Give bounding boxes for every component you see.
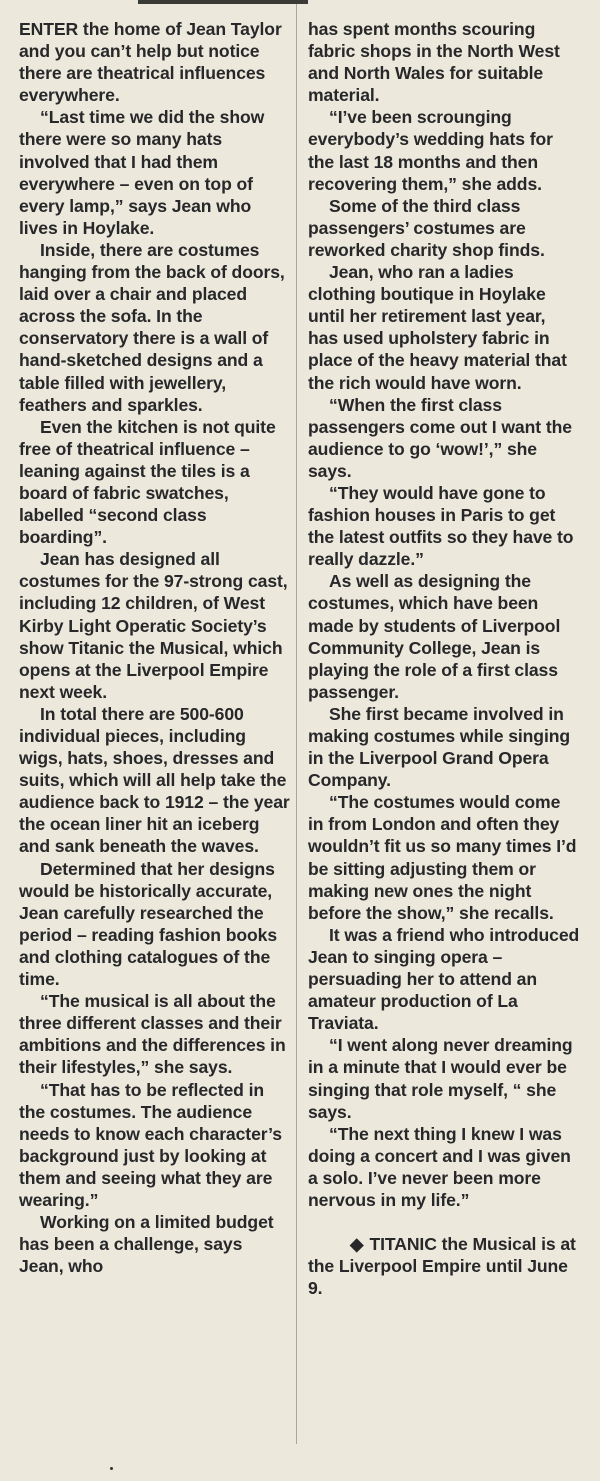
column-divider — [296, 4, 297, 1444]
paragraph: Determined that her designs would be historically accurate, Jean carefully researched the period – reading fashion books and clothing catalogues of the time. — [19, 858, 278, 990]
paragraph: Some of the third class passengers’ costumes are reworked charity shop finds. — [308, 195, 545, 260]
paragraph: As well as designing the costumes, which have been made by students of Liverpool Community College, Jean is playing the role of a first class passenger. — [308, 571, 561, 702]
diamond-bullet-icon: ◆ — [350, 1234, 364, 1255]
paragraph: “They would have gone to fashion houses in Paris to get the latest outfits so they have to really dazzle.” — [308, 482, 574, 570]
footnote — [308, 1233, 580, 1299]
top-rule — [138, 0, 308, 4]
paragraph: “The costumes would come in from London and often they wouldn’t fit us so many times I’d be sitting adjusting them or making new ones the night before the show,” she recalls. — [308, 792, 577, 923]
footnote-lead: TITANIC — [369, 1234, 437, 1255]
paragraph: Inside, there are costumes hanging from the back of doors, laid over a chair and placed across the sofa. In the conservatory there is a wall of hand-sketched designs and a table filled with jewellery, feathers and sparkles. — [19, 239, 285, 415]
paragraph: “The musical is all about the three different classes and their ambitions and the differences in their lifestyles,” she says. — [19, 991, 286, 1078]
paragraph: “The next thing I knew I was doing a concert and I was given a solo. I’ve never been more nervous in my life.” — [308, 1123, 571, 1210]
paragraph: It was a friend who introduced Jean to singing opera – persuading her to attend an amateur production of La Traviata. — [308, 924, 580, 1034]
paragraph: “That has to be reflected in the costumes. The audience needs to know each character’s background just by looking at them and seeing what they are wearing.” — [19, 1079, 282, 1210]
paragraph: Even the kitchen is not quite free of theatrical influence – leaning against the tiles is a board of fabric swatches, labelled “second class boarding”. — [19, 416, 276, 548]
paragraph: Jean, who ran a ladies clothing boutique in Hoylake until her retirement last year, has used upholstery fabric in place of the heavy material that the rich would have worn. — [308, 262, 567, 393]
paragraph: Working on a limited budget has been a challenge, says Jean, who — [19, 1212, 274, 1277]
article-column-2 — [308, 18, 580, 1299]
drop-lead-word: ENTER — [19, 19, 79, 39]
footnote-text: the Musical is at the Liverpool Empire until June 9. — [308, 1234, 576, 1299]
print-speck — [110, 1467, 113, 1470]
article-column-1 — [19, 18, 291, 1277]
paragraph: has spent months scouring fabric shops in the North West and North Wales for suitable material. — [308, 19, 560, 106]
paragraph: ENTER the home of Jean Taylor and you can’t help but notice there are theatrical influences everywhere. — [19, 19, 282, 106]
paragraph: Jean has designed all costumes for the 97-strong cast, including 12 children, of West Kirby Light Operatic Society’s show Titanic the Musical, which opens at the Liverpool Empire next week. — [19, 549, 288, 702]
paragraph: “When the first class passengers come out I want the audience to go ‘wow!’,” she says. — [308, 394, 572, 481]
paragraph: She first became involved in making costumes while singing in the Liverpool Grand Opera Company. — [308, 703, 571, 791]
paragraph: “Last time we did the show there were so many hats involved that I had them everywhere – even on top of every lamp,” says Jean who lives in Hoylake. — [19, 107, 265, 238]
paragraph: “I’ve been scrounging everybody’s wedding hats for the last 18 months and then recovering them,” she adds. — [308, 107, 553, 194]
paragraph: “I went along never dreaming in a minute that I would ever be singing that role myself, “ she says. — [308, 1035, 573, 1122]
paragraph: In total there are 500-600 individual pieces, including wigs, hats, shoes, dresses and suits, which will all help take the audience back to 1912 – the year the ocean liner hit an iceberg and sank beneath the waves. — [19, 703, 290, 857]
